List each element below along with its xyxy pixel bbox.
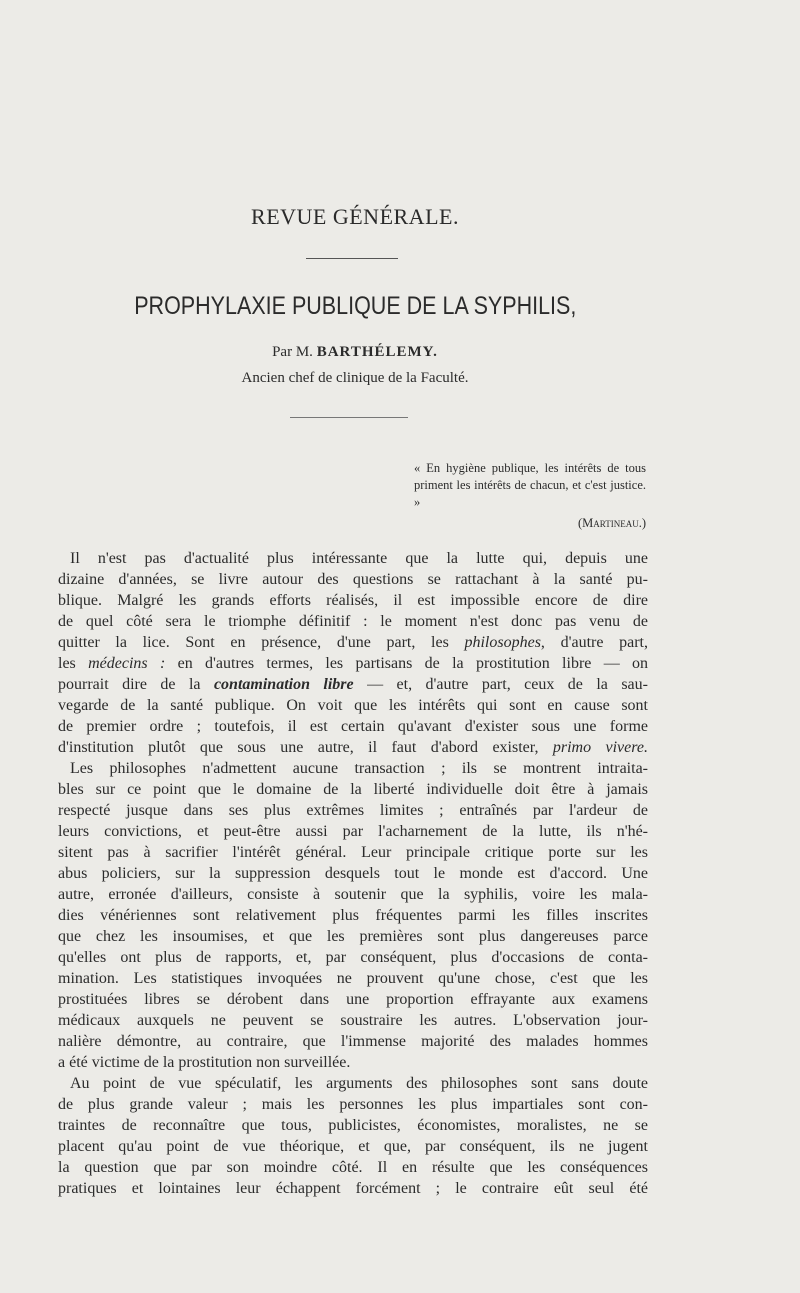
text-line: blique. Malgré les grands efforts réalisés, il est impossible encore de dire: [58, 592, 648, 609]
author-affiliation: Ancien chef de clinique de la Faculté.: [241, 370, 469, 386]
text-line: les médecins : en d'autres termes, les partisans de la prostitution libre — on: [58, 655, 648, 672]
byline: [0, 344, 710, 361]
text-line: a été victime de la prostitution non surveillée.: [58, 1054, 351, 1071]
text-line: de quel côté sera le triomphe définitif : le moment n'est donc pas venu de: [58, 613, 648, 630]
text-line: Il n'est pas d'actualité plus intéressante que la lutte qui, depuis une: [70, 550, 648, 567]
byline-rule: [290, 417, 408, 418]
text-line: de plus grande valeur ; mais les personnes les plus impartiales sont con-: [58, 1096, 648, 1113]
paragraph-2: [58, 758, 648, 1073]
text-line: traintes de reconnaître que tous, publicistes, économistes, moralistes, ne se: [58, 1117, 648, 1134]
title-rule: [306, 258, 398, 259]
text-line: abus policiers, sur la suppression desquels tout le monde est d'accord. Une: [58, 865, 648, 882]
text-line: de premier ordre ; toutefois, il est certain qu'avant d'exister sous une forme: [58, 718, 648, 735]
text-line: Au point de vue spéculatif, les arguments des philosophes sont sans doute: [70, 1075, 648, 1092]
text-line: prostituées libres se dérobent dans une proportion effrayante aux examens: [58, 991, 648, 1008]
paragraph-3: [58, 1073, 648, 1199]
article-body: [58, 548, 648, 1199]
article-title: PROPHYLAXIE PUBLIQUE DE LA SYPHILIS,: [134, 292, 577, 320]
text-line: placent qu'au point de vue théorique, et que, par conséquent, ils ne jugent: [58, 1138, 648, 1155]
epigraph-text: « En hygiène publique, les intérêts de tous priment les intérêts de chacun, et c'est justice. »: [414, 461, 646, 509]
text-line: que chez les insoumises, et que les premières sont plus dangereuses parce: [58, 928, 648, 945]
text-line: qu'elles ont plus de rapports, et, par conséquent, plus d'occasions de conta-: [58, 949, 648, 966]
text-line: la question que par son moindre côté. Il en résulte que les conséquences: [58, 1159, 648, 1176]
text-line: bles sur ce point que le domaine de la liberté individuelle doit être à jamais: [58, 781, 648, 798]
text-line: médicaux auxquels ne peuvent se soustraire les autres. L'observation jour-: [58, 1012, 648, 1029]
text-line: vegarde de la santé publique. On voit que les intérêts qui sont en cause sont: [58, 697, 648, 714]
text-line: dies vénériennes sont relativement plus fréquentes parmi les filles inscrites: [58, 907, 648, 924]
text-line: pourrait dire de la contamination libre — et, d'autre part, ceux de la sau-: [58, 676, 648, 693]
paragraph-1: [58, 548, 648, 758]
text-line: pratiques et lointaines leur échappent forcément ; le contraire eût seul été: [58, 1180, 648, 1197]
text-line: mination. Les statistiques invoquées ne prouvent qu'une chose, c'est que les: [58, 970, 648, 987]
text-line: Les philosophes n'admettent aucune transaction ; ils se montrent intraita-: [70, 760, 648, 777]
epigraph-source: (Martineau.): [577, 516, 646, 530]
text-line: nalière démontre, au contraire, que l'immense majorité des malades hommes: [58, 1033, 648, 1050]
text-line: autre, erronée d'ailleurs, consiste à soutenir que la syphilis, voire les mala-: [58, 886, 648, 903]
epigraph: [414, 460, 646, 532]
text-line: leurs convictions, et peut-être aussi par l'acharnement de la lutte, ils n'hé-: [58, 823, 648, 840]
text-line: sitent pas à sacrifier l'intérêt général. Leur principale critique porte sur les: [58, 844, 648, 861]
byline-prefix: Par M.: [272, 344, 317, 360]
text-line: dizaine d'années, se livre autour des questions se rattachant à la santé pu-: [58, 571, 648, 588]
author-name: BARTHÉLEMY.: [316, 344, 438, 360]
section-title: REVUE GÉNÉRALE.: [251, 204, 459, 229]
text-line: quitter la lice. Sont en présence, d'une part, les philosophes, d'autre part,: [58, 634, 648, 651]
text-line: d'institution plutôt que sous une autre, il faut d'abord exister, primo vivere.: [58, 739, 648, 756]
text-line: respecté jusque dans ses plus extrêmes limites ; entraînés par l'ardeur de: [58, 802, 648, 819]
